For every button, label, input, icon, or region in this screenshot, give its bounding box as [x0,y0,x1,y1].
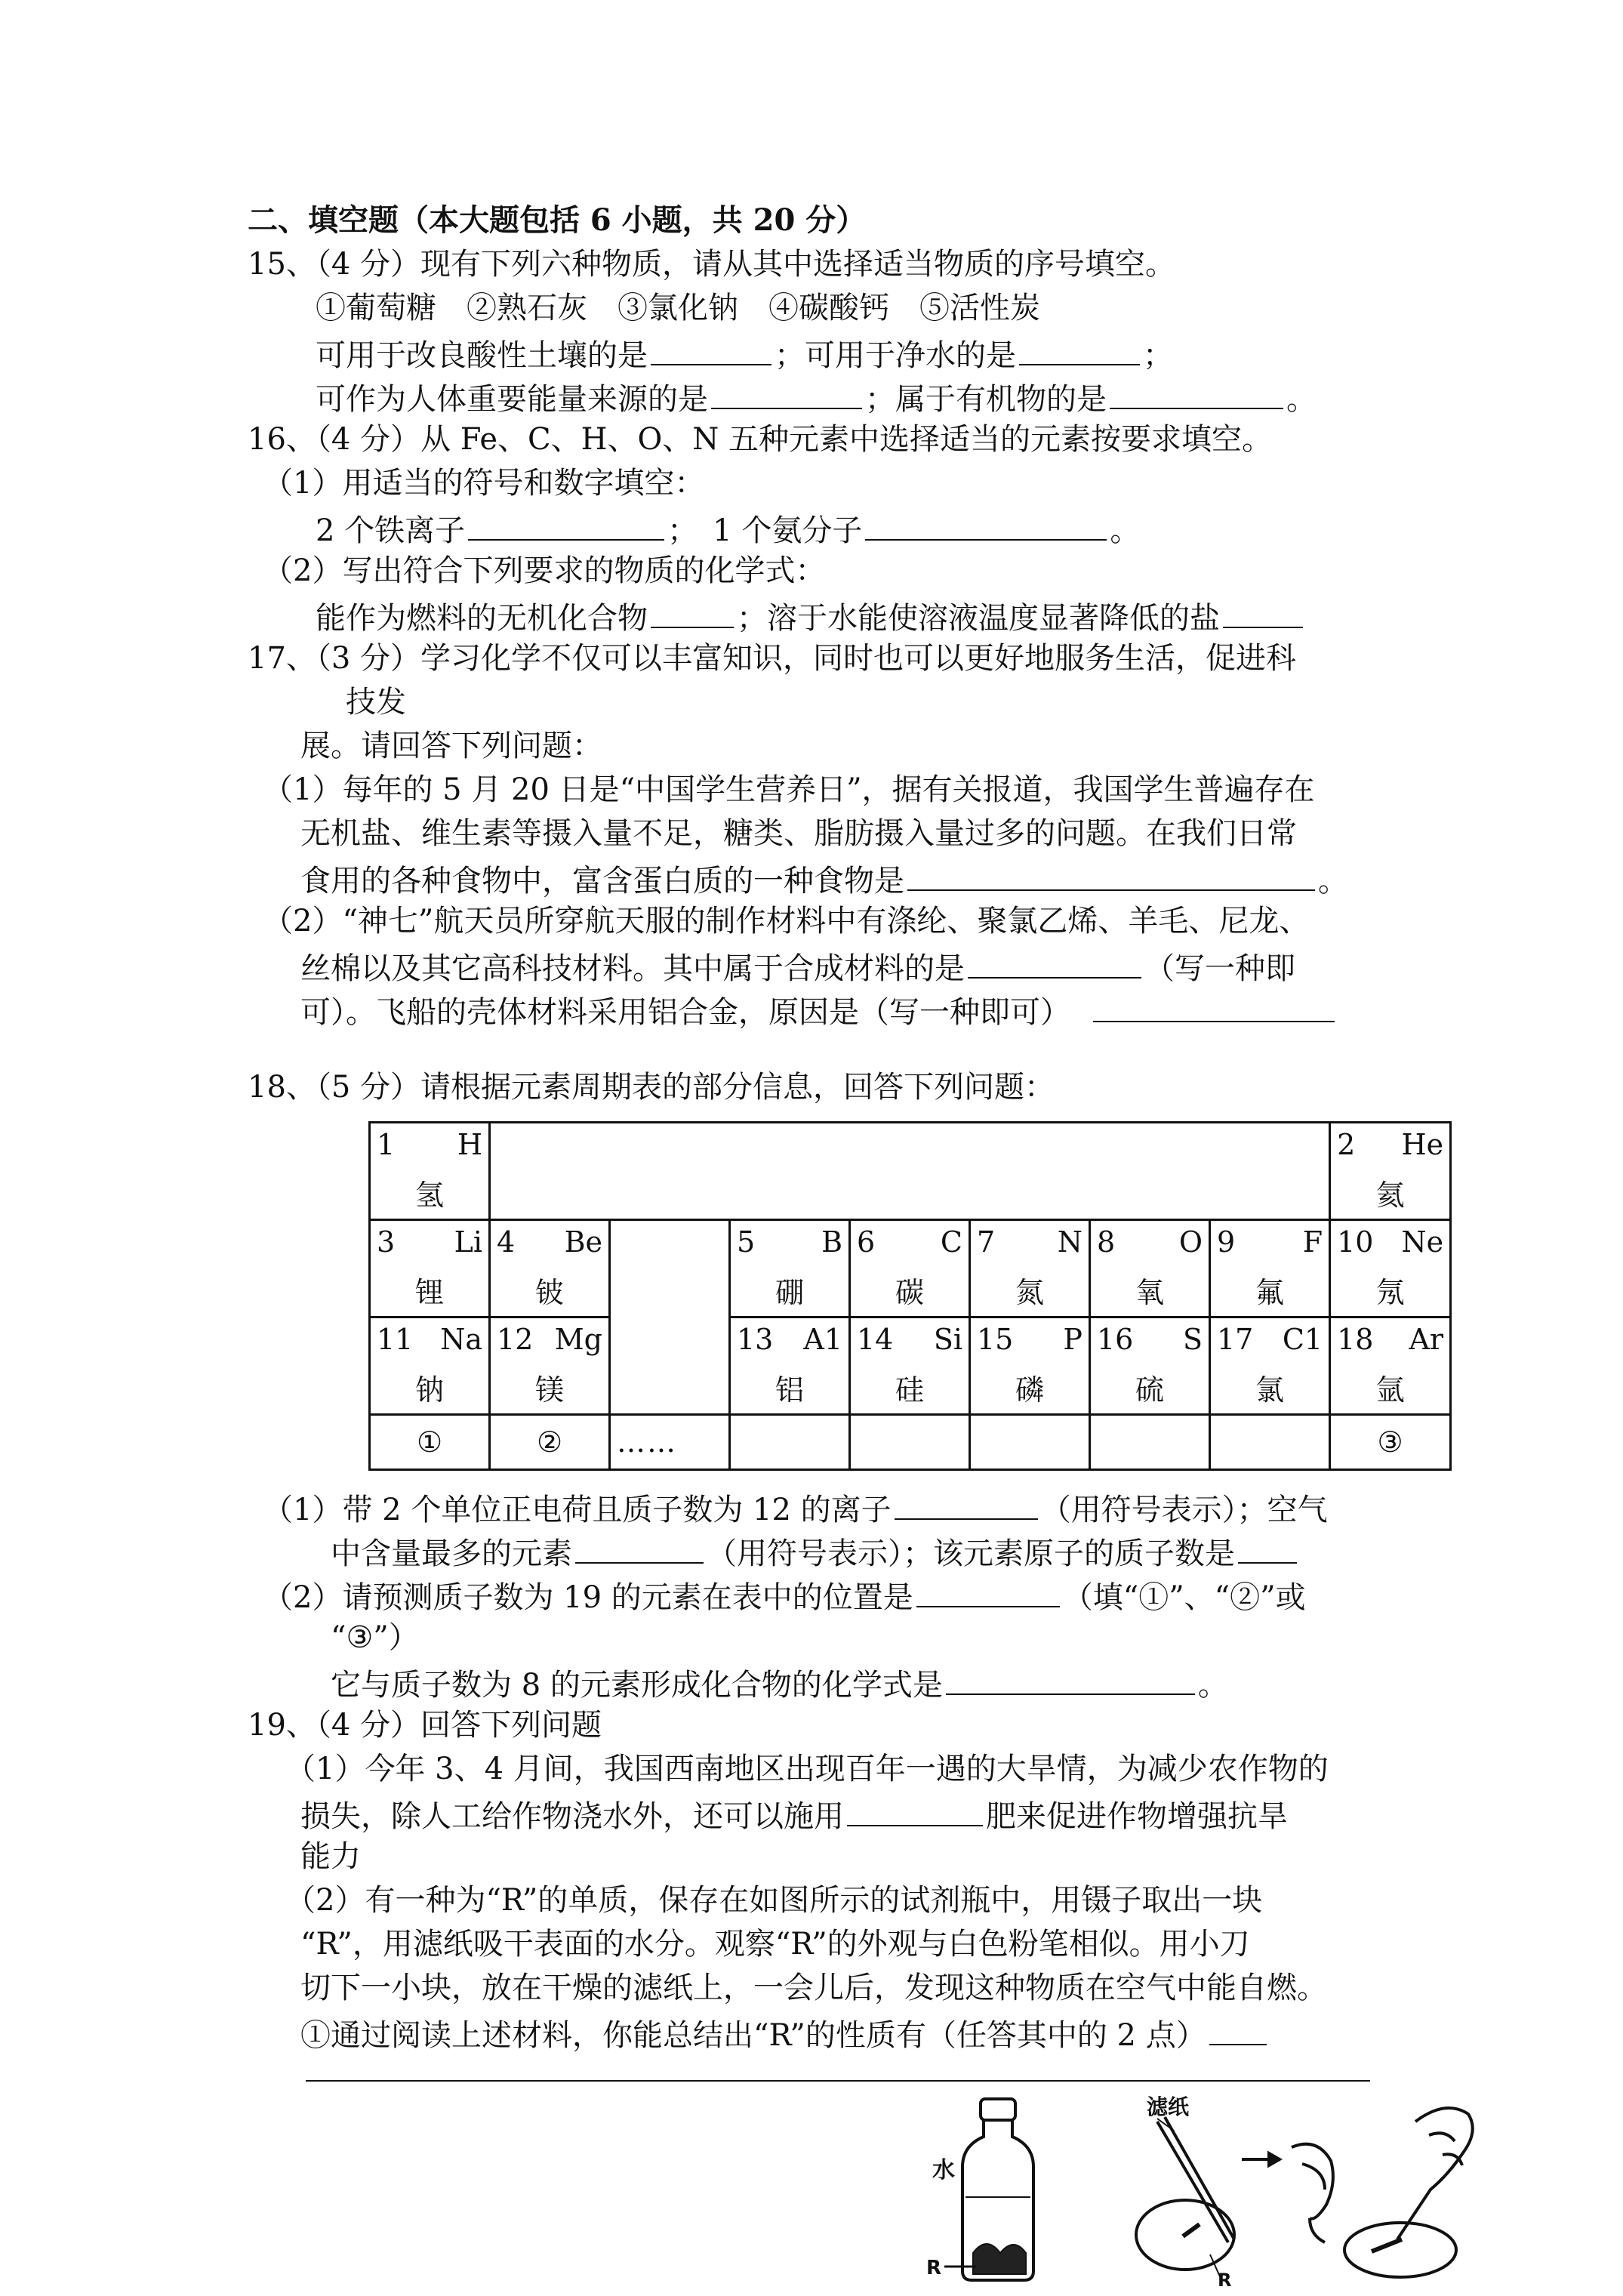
element-cell-ar: 18 Ar 氩 [1330,1318,1451,1415]
q17-p1-label: 食用的各种食物中，富含蛋白质的一种食物是 [300,864,904,898]
q18-p2b-blank[interactable] [946,1666,1195,1695]
element-cell-n: 7 N 氮 [970,1220,1090,1318]
q15-line2 [316,381,1317,415]
element-cell-al: 13 A1 铝 [730,1318,850,1415]
q18-p2b-end: 。 [1197,1668,1228,1703]
q18-p2-label: （2）请预测质子数为 19 的元素在表中的位置是 [263,1580,913,1615]
table-row-4 [370,1415,1451,1470]
q19-p1-line2 [300,1798,1288,1832]
q17-stem-line2: 技发 [346,685,406,720]
q17-p2b-blank[interactable] [1093,994,1335,1022]
table-row-2 [370,1220,1451,1318]
element-cell-ne: 10 Ne 氖 [1330,1220,1451,1318]
element-cell-be: 4 Be 铍 [490,1220,610,1318]
r-label-dish: R [1218,2270,1232,2288]
q18-stem: 18、（5 分）请根据元素周期表的部分信息，回答下列问题： [248,1070,1055,1105]
q18-p1c-label: （用符号表示）；该元素原子的质子数是 [707,1536,1235,1571]
table-row-3 [370,1318,1451,1415]
q17-p1-line2: 无机盐、维生素等摄入量不足，糖类、脂肪摄入量过多的问题。在我们日常 [300,816,1297,851]
q17-p1-end: 。 [1318,864,1348,898]
q15-a4-end: 。 [1286,382,1317,417]
q19-p2-line2: “R”，用滤纸吸干表面的水分。观察“R”的外观与白色粉笔相似。用小刀 [300,1927,1250,1962]
q16-part2: （2）写出符合下列要求的物质的化学式： [263,553,826,588]
q15-a2-blank[interactable] [1019,337,1140,365]
q17-p2-line3 [300,994,1338,1028]
filter-paper-label: 滤纸 [1147,2094,1190,2119]
q19-p1-line3: 能力 [300,1839,361,1874]
q16-p2b-blank[interactable] [1223,599,1303,628]
element-cell-h: 1 H 氢 [370,1123,490,1220]
q19-p2-blank[interactable] [1209,2017,1267,2045]
q15-a1-label: 可用于改良酸性土壤的是 [316,338,648,373]
q15-a4-label: ；属于有机物的是 [865,382,1107,417]
q16-p1b-end: 。 [1110,513,1141,548]
empty-cell [730,1415,850,1470]
element-cell-o: 8 O 氧 [1090,1220,1210,1318]
empty-cell [1210,1415,1330,1470]
filter-paper-icon [1136,2117,1234,2270]
q16-p1b-label: ； 1 个氨分子 [667,513,863,548]
q18-p1-end: （用符号表示）；空气 [1040,1493,1328,1527]
q15-a1-blank[interactable] [651,337,771,365]
q18-p2-line3 [331,1666,1228,1703]
empty-cell [1090,1415,1210,1470]
q16-part2-line [316,599,1306,636]
q19-stem: 19、（4 分）回答下列问题 [248,1708,602,1743]
q19-p1-label: 损失，除人工给作物浇水外，还可以施用 [300,1799,844,1834]
q18-p2-blank[interactable] [916,1579,1060,1607]
ellipsis-cell: …… [610,1415,730,1470]
q18-p2-line2: “③”） [331,1620,419,1655]
element-cell-mg: 12 Mg 镁 [490,1318,610,1415]
empty-cell [970,1415,1090,1470]
element-cell-f: 9 F 氟 [1210,1220,1330,1318]
q16-p2b-label: ；溶于水能使溶液温度显著降低的盐 [737,601,1220,636]
q15-a2-label: ；可用于净水的是 [775,338,1016,373]
q18-p1-blank[interactable] [895,1491,1038,1520]
section-title: 二、填空题（本大题包括 6 小题，共 20 分） [248,202,867,238]
q17-p2-line1: （2）“神七”航天员所穿航天服的制作材料中有涤纶、聚氯乙烯、羊毛、尼龙、 [263,904,1310,938]
hands-cutting-icon [1292,2108,1473,2277]
position-marker-2: ② [490,1415,610,1470]
q18-p2b-label: 它与质子数为 8 的元素形成化合物的化学式是 [331,1668,943,1703]
r-label-bottle: R [926,2257,942,2279]
q19-p2-line3: 切下一小块，放在干燥的滤纸上，一会儿后，发现这种物质在空气中能自燃。 [300,1971,1327,2005]
q17-p2-blank[interactable] [968,950,1141,978]
element-cell-c: 6 C 碳 [850,1220,970,1318]
water-label: 水 [932,2157,955,2184]
q18-p2-line1 [263,1579,1306,1613]
q19-p1-blank[interactable] [847,1798,983,1826]
q16-p1a-label: 2 个铁离子 [316,513,466,548]
q18-p1b-label: 中含量最多的元素 [331,1536,572,1571]
element-cell-cl: 17 C1 氯 [1210,1318,1330,1415]
q16-part1: （1）用适当的符号和数字填空： [263,466,705,501]
q15-a2-end: ； [1143,338,1173,373]
q18-p1-line2 [331,1535,1300,1569]
empty-cell [850,1415,970,1470]
q18-p1-label: （1）带 2 个单位正电荷且质子数为 12 的离子 [263,1493,892,1527]
q15-stem: 15、（4 分）现有下列六种物质，请从其中选择适当物质的序号填空。 [248,247,1176,282]
q15-line1 [316,337,1173,371]
q16-p2a-blank[interactable] [651,599,734,628]
position-marker-3: ③ [1330,1415,1451,1470]
q17-p2-line2 [300,950,1295,984]
q17-p2-end: （写一种即 [1144,951,1295,986]
element-cell-na: 11 Na 钠 [370,1318,490,1415]
q16-p1a-blank[interactable] [468,512,664,541]
position-marker-1: ① [370,1415,490,1470]
q16-part1-line [316,512,1140,546]
q17-p2b-label: 可）。飞船的壳体材料采用铝合金，原因是（写一种即可） [300,995,1070,1030]
q19-p1-line1: （1）今年 3、4 月间，我国西南地区出现百年一遇的大旱情，为减少农作物的 [285,1752,1329,1786]
q18-p2-end: （填“①”、“②”或 [1062,1580,1306,1615]
q17-p1-line1: （1）每年的 5 月 20 日是“中国学生营养日”，据有关报道，我国学生普遍存在 [263,772,1315,807]
element-cell-si: 14 Si 硅 [850,1318,970,1415]
q17-p1-line3 [300,862,1348,896]
q18-p1-line1 [263,1491,1328,1525]
element-cell-li: 3 Li 锂 [370,1220,490,1318]
answer-line[interactable] [306,2080,1370,2082]
q19-p2-line4 [300,2017,1270,2051]
q16-p2a-label: 能作为燃料的无机化合物 [316,601,648,636]
q17-p1-blank[interactable] [907,862,1315,891]
q17-stem-line1: 17、（3 分）学习化学不仅可以丰富知识，同时也可以更好地服务生活，促进科 [248,641,1297,676]
q15-options: ①葡萄糖 ②熟石灰 ③氯化钠 ④碳酸钙 ⑤活性炭 [316,291,1040,325]
table-row-1 [370,1123,1451,1220]
q18-p1c-blank[interactable] [1238,1535,1297,1564]
element-cell-b: 5 B 硼 [730,1220,850,1318]
element-cell-he: 2 He 氦 [1330,1123,1451,1220]
q17-stem-line3: 展。请回答下列问题： [300,729,602,763]
q16-p1b-blank[interactable] [865,512,1107,541]
q15-a4-blank[interactable] [1110,381,1283,409]
gap-cell [610,1220,730,1318]
q16-stem: 16、（4 分）从 Fe、C、H、O、N 五种元素中选择适当的元素按要求填空。 [248,422,1273,457]
periodic-table [368,1121,1452,1471]
q19-p2-line1: （2）有一种为“R”的单质，保存在如图所示的试剂瓶中，用镊子取出一块 [285,1883,1263,1918]
q19-p1-end: 肥来促进作物增强抗旱 [986,1799,1288,1834]
q18-p1b-blank[interactable] [575,1535,704,1564]
element-cell-p: 15 P 磷 [970,1318,1090,1415]
q17-p2-label: 丝棉以及其它高科技材料。其中属于合成材料的是 [300,951,965,986]
q15-a3-label: 可作为人体重要能量来源的是 [316,382,708,417]
experiment-figure [917,2091,1491,2288]
q19-p2-label: ①通过阅读上述材料，你能总结出“R”的性质有（任答其中的 2 点） [300,2018,1206,2053]
gap-cell [610,1318,730,1415]
arrow-right-icon [1242,2153,1280,2165]
reagent-bottle-icon [962,2099,1033,2280]
q15-a3-blank[interactable] [711,381,862,409]
element-cell-s: 16 S 硫 [1090,1318,1210,1415]
